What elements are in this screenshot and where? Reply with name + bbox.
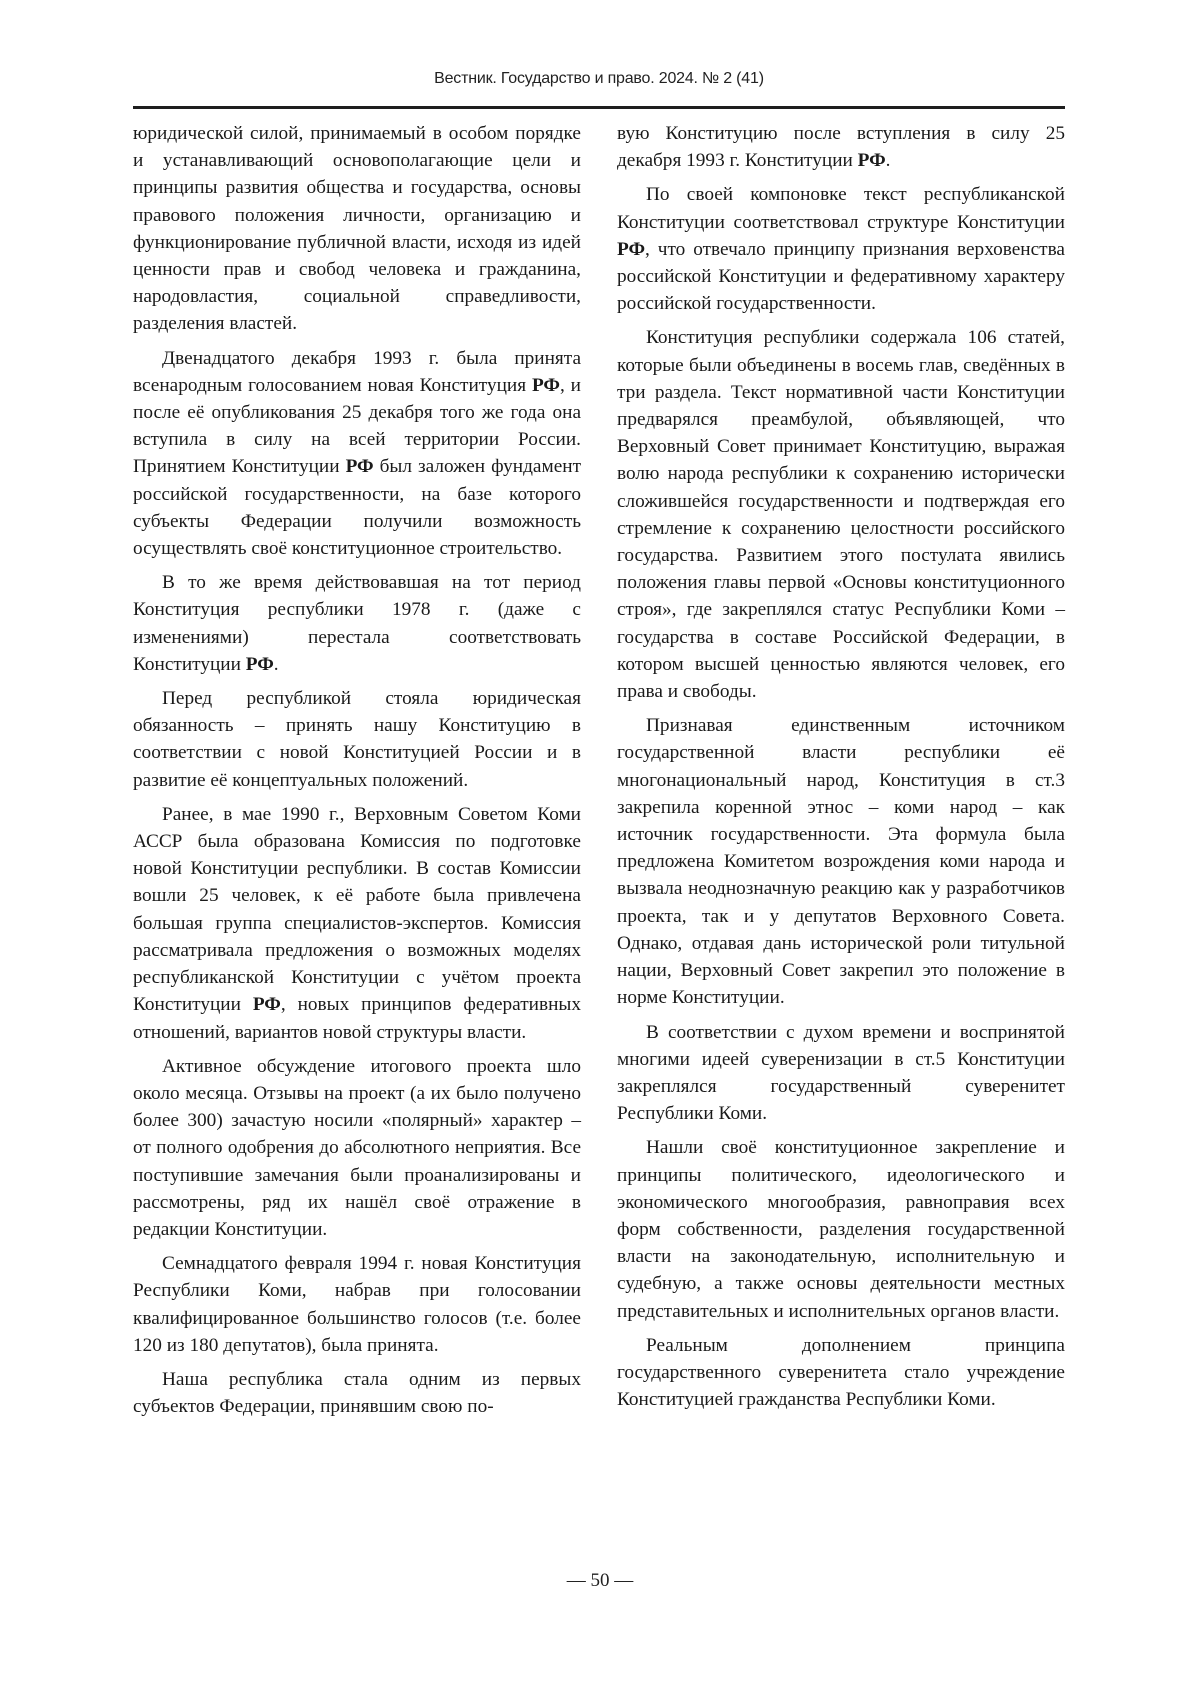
abbrev-rf: РФ [857,150,886,172]
paragraph: В то же время действовавшая на тот период Конституция республики 1978 г. (даже с изменениями) перестала соответствовать Конституции РФ. [133,572,581,675]
abbrev-rf: РФ [617,238,646,260]
paragraph: Активное обсуждение итогового проекта шло около месяца. Отзывы на проект (а их было получено более 300) зачастую носили «полярный» характер – от полного одобрения до абсолютного неприятия. Все поступившие замечания были проанализированы и рассмотрены, ряд их нашёл своё отражение в редакции Конституции. [133,1055,581,1240]
paragraph: Перед республикой стояла юридическая обязанность – принять нашу Конституцию в соответствии с новой Конституцией России и в развитие её концептуальных положений. [133,688,581,791]
abbrev-rf: РФ [345,456,374,478]
paragraph: По своей компоновке текст республиканской Конституции соответствовал структуре Конституции РФ, что отвечало принципу признания верховенства российской Конституции и федеративному характеру российской государственности. [617,184,1065,315]
paragraph: Признавая единственным источником государственной власти республики её многонациональный народ, Конституция в ст.3 закрепила коренной этнос – коми народ – как источник государственности. Эта формула была предложена Комитетом возрождения коми народа и вызвала неоднозначную реакцию как у разработчиков проекта, так и у депутатов Верховного Совета. Однако, отдавая дань исторической роли титульной нации, Верховный Совет закрепил это положение в норме Конституции. [617,715,1065,1009]
paragraph: Реальным дополнением принципа государственного суверенитета стало учреждение Конституцией гражданства Республики Коми. [617,1334,1065,1411]
abbrev-rf: РФ [245,653,274,675]
paragraph: Наша республика стала одним из первых субъектов Федерации, принявшим свою по- [133,1368,581,1418]
paragraph: Семнадцатого февраля 1994 г. новая Конституция Республики Коми, набрав при голосовании квалифицированное большинство голосов (т.е. более 120 из 180 депутатов), была принята. [133,1253,581,1356]
right-column [617,120,1065,1420]
paragraph: Двенадцатого декабря 1993 г. была принята всенародным голосованием новая Конституция РФ, и после её опубликования 25 декабря того же года она вступила в силу на всей территории России. Принятием Конституции РФ был заложен фундамент российской государственности, на базе которого субъекты Федерации получили возможность осуществлять своё конституционное строительство. [133,347,581,560]
abbrev-rf: РФ [252,994,281,1016]
paragraph: Ранее, в мае 1990 г., Верховным Советом Коми АССР была образована Комиссия по подготовке новой Конституции республики. В состав Комиссии вошли 25 человек, к её работе была привлечена большая группа специалистов-экспертов. Комиссия рассматривала предложения о возможных моделях республиканской Конституции с учётом проекта Конституции РФ, новых принципов федеративных отношений, вариантов новой структуры власти. [133,803,581,1043]
header-rule [133,106,1065,109]
paragraph: Нашли своё конституционное закрепление и принципы политического, идеологического и экономического многообразия, равноправия всех форм собственности, разделения государственной власти на законодательную, исполнительную и судебную, а также основы деятельности местных представительных и исполнительных органов власти. [617,1137,1065,1322]
left-column [133,120,581,1427]
paragraph: В соответствии с духом времени и воспринятой многими идеей суверенизации в ст.5 Конституции закреплялся государственный суверенитет Республики Коми. [617,1021,1065,1125]
paragraph: юридической силой, принимаемый в особом порядке и устанавливающий основополагающие цели и принципы развития общества и государства, основы правового положения личности, организацию и функционирование публичной власти, исходя из идей ценности прав и свобод человека и гражданина, народовластия, социальной справедливости, разделения властей. [133,123,581,335]
page-number: — 50 — [566,1570,634,1591]
paragraph: Конституция республики содержала 106 статей, которые были объединены в восемь глав, сведённых в три раздела. Текст нормативной части Конституции предварялся преамбулой, объявляющей, что Верховный Совет принимает Конституцию, выражая волю народа республики к сохранению исторически сложившейся государственности и подтверждая его стремление к сохранению целостности российского государства. Развитием этого постулата явились положения главы первой «Основы конституционного строя», где закреплялся статус Республики Коми – государства в составе Российской Федерации, в котором высшей ценностью являются человек, его права и свободы. [617,327,1065,703]
abbrev-rf: РФ [531,374,560,396]
paragraph: вую Конституцию после вступления в силу 25 декабря 1993 г. Конституции РФ. [617,123,1065,172]
running-header: Вестник. Государство и право. 2024. № 2 (41) [434,70,764,87]
